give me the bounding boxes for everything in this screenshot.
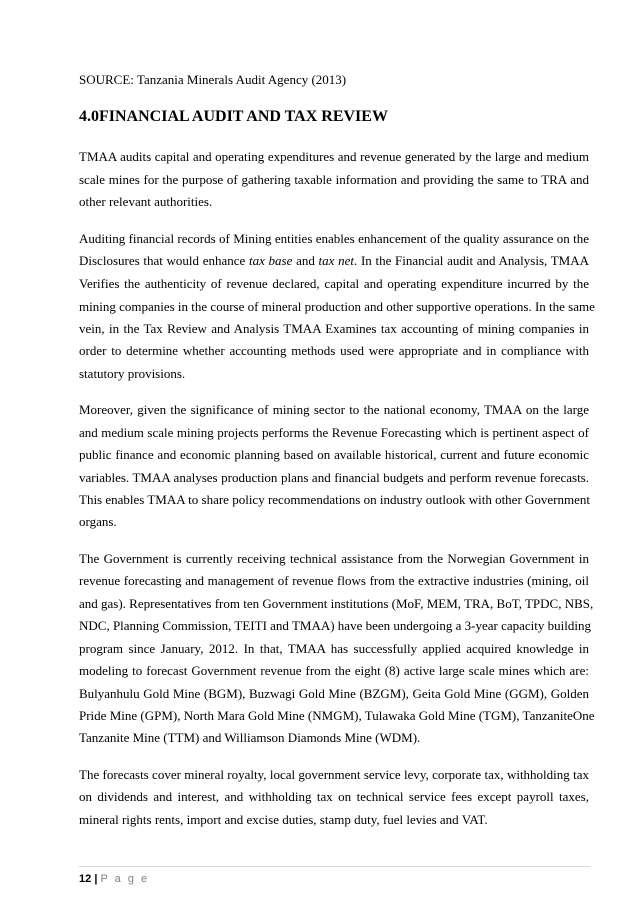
text-line: Moreover, given the significance of mining sector to the national economy, TMAA on the large bbox=[79, 402, 589, 417]
text-line: on dividends and interest, and withholding tax on technical service fees except payroll taxes, bbox=[79, 789, 589, 804]
text-line: The Government is currently receiving technical assistance from the Norwegian Government in bbox=[79, 551, 589, 566]
text-line: TMAA audits capital and operating expenditures and revenue generated by the large and medium bbox=[79, 149, 589, 164]
footer-divider bbox=[79, 866, 591, 867]
page-label: P a g e bbox=[100, 873, 150, 885]
section-heading: 4.0FINANCIAL AUDIT AND TAX REVIEW bbox=[79, 108, 388, 125]
text-line: Auditing financial records of Mining entities enables enhancement of the quality assurance on the bbox=[79, 231, 589, 246]
text-line: and gas). Representatives from ten Government institutions (MoF, MEM, TRA, BoT, TPDC, NBS, bbox=[79, 596, 594, 611]
italic-term-tax-base: tax base bbox=[248, 253, 293, 268]
text-line: Tanzanite Mine (TTM) and Williamson Diamonds Mine (WDM). bbox=[79, 730, 421, 745]
text-line: mineral rights rents, import and excise duties, stamp duty, fuel levies and VAT. bbox=[79, 812, 488, 827]
text-line: Verifies the authenticity of revenue declared, capital and operating expenditure incurred by the bbox=[79, 276, 589, 291]
page-number: 12 bbox=[79, 873, 92, 885]
text-line: revenue forecasting and management of revenue flows from the extractive industries (mining, oil bbox=[79, 573, 589, 588]
text-line: scale mines for the purpose of gathering taxable information and providing the same to TRA and bbox=[79, 172, 589, 187]
text-line: statutory provisions. bbox=[79, 366, 186, 381]
source-citation: SOURCE: Tanzania Minerals Audit Agency (2013) bbox=[79, 72, 347, 87]
text-line: other relevant authorities. bbox=[79, 194, 213, 209]
text-line: Bulyanhulu Gold Mine (BGM), Buzwagi Gold Mine (BZGM), Geita Gold Mine (GGM), Golden bbox=[79, 686, 589, 701]
text-run: . In the Financial audit and Analysis, TMAA bbox=[354, 253, 589, 268]
text-line: NDC, Planning Commission, TEITI and TMAA) have been undergoing a 3-year capacity building bbox=[79, 618, 591, 633]
text-line: and medium scale mining projects performs the Revenue Forecasting which is pertinent aspect of bbox=[79, 425, 589, 440]
text-line: variables. TMAA analyses production plans and financial budgets and perform revenue forecasts. bbox=[79, 470, 589, 485]
italic-term-tax-net: tax net bbox=[318, 253, 354, 268]
text-line: organs. bbox=[79, 514, 117, 529]
text-line: program since January, 2012. In that, TMAA has successfully applied acquired knowledge in bbox=[79, 641, 589, 656]
text-run: Disclosures that would enhance bbox=[79, 253, 249, 268]
text-line: public finance and economic planning based on available historical, current and future economic bbox=[79, 447, 589, 462]
text-line: The forecasts cover mineral royalty, local government service levy, corporate tax, withholding tax bbox=[79, 767, 589, 782]
text-line-with-italics bbox=[79, 252, 589, 270]
text-line: vein, in the Tax Review and Analysis TMAA Examines tax accounting of mining companies in bbox=[79, 321, 589, 336]
text-line: This enables TMAA to share policy recommendations on industry outlook with other Government bbox=[79, 492, 591, 507]
footer-separator: | bbox=[94, 873, 98, 885]
text-line: Pride Mine (GPM), North Mara Gold Mine (NMGM), Tulawaka Gold Mine (TGM), TanzaniteOne bbox=[79, 708, 595, 723]
page-footer bbox=[79, 871, 149, 887]
text-line: mining companies in the course of mineral production and other supportive operations. In the same bbox=[79, 299, 595, 314]
text-line: order to determine whether accounting methods used were appropriate and in compliance with bbox=[79, 343, 589, 358]
text-line: modeling to forecast Government revenue from the eight (8) active large scale mines which are: bbox=[79, 663, 589, 678]
text-run: and bbox=[292, 253, 319, 268]
